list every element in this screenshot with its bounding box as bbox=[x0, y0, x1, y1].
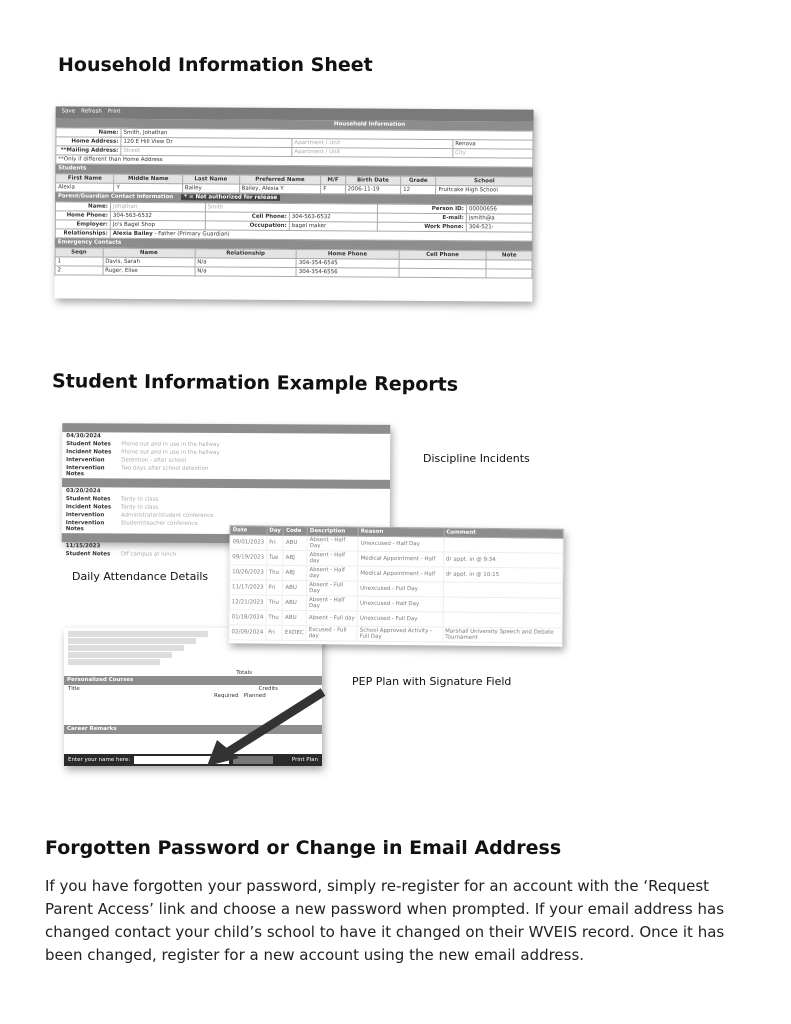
attendance-cell: 12/21/2023 bbox=[229, 595, 266, 610]
column-header: Note bbox=[486, 251, 532, 260]
incident-value: Administrator/student conference bbox=[120, 512, 214, 519]
attendance-cell: 09/19/2023 bbox=[230, 550, 267, 565]
table-row bbox=[55, 266, 532, 278]
attendance-cell: Unexcused - Full Day bbox=[358, 581, 444, 597]
incident-date: 04/30/2024 bbox=[66, 433, 101, 440]
print-button[interactable]: Print bbox=[107, 108, 121, 115]
incident-label: Student Notes bbox=[65, 496, 111, 503]
column-header: Relationship bbox=[195, 249, 297, 259]
parent-header-text: Parent/Guardian Contact Information bbox=[58, 193, 174, 201]
goal-line bbox=[68, 645, 184, 651]
label: Name: bbox=[55, 202, 110, 211]
attendance-cell: 11/17/2023 bbox=[229, 580, 266, 595]
column-header: School bbox=[436, 176, 533, 186]
attendance-cell: Medical Appointment - Half bbox=[358, 551, 444, 567]
remarks-header: Career Remarks bbox=[64, 725, 322, 734]
parent-first: Johathan bbox=[110, 202, 205, 212]
table-row bbox=[229, 625, 562, 643]
column-header: Date bbox=[230, 526, 267, 535]
emergency-table bbox=[54, 247, 532, 278]
emergency-cell: N/a bbox=[195, 258, 297, 268]
parent-table bbox=[55, 201, 533, 241]
student-cell: 2006-11-19 bbox=[345, 185, 401, 194]
column-header: Birth Date bbox=[345, 176, 401, 185]
print-plan-button[interactable]: Print Plan bbox=[291, 757, 318, 763]
attendance-cell: dr appt. in @ 9:34 bbox=[443, 552, 562, 568]
column-header: Cell Phone bbox=[399, 250, 487, 260]
attendance-cell: Unexcused - Half Day bbox=[358, 536, 444, 552]
attendance-cell bbox=[444, 537, 563, 553]
label: Occupation: bbox=[205, 221, 289, 231]
apt-field[interactable]: Apartment / Unit bbox=[292, 147, 453, 157]
emergency-cell: 304-354-6556 bbox=[296, 268, 398, 278]
name-value: Smith, Johathan bbox=[121, 128, 533, 140]
incident-date: 11/15/2023 bbox=[65, 543, 101, 550]
student-cell: 12 bbox=[401, 185, 436, 194]
attendance-cell: Absent - Half day bbox=[307, 566, 358, 582]
column-header: Home Phone bbox=[296, 250, 398, 260]
incident-date: 03/20/2024 bbox=[65, 488, 101, 495]
mailing-street[interactable]: Street bbox=[121, 146, 292, 156]
signature-label: Enter your name here: bbox=[68, 757, 131, 763]
attendance-cell: ABJ bbox=[283, 565, 307, 580]
column-header: Seqn bbox=[55, 248, 103, 257]
attendance-cell: Absent - Half Day bbox=[307, 536, 358, 552]
attendance-cell: Unexcused - Half Day bbox=[357, 596, 443, 612]
attendance-cell: Tue bbox=[266, 550, 283, 565]
goal-line bbox=[68, 659, 160, 665]
incident-value: Phone out and in use in the hallway bbox=[121, 441, 220, 448]
section-title-household: Household Information Sheet bbox=[58, 54, 373, 76]
totals-label: Totals bbox=[236, 670, 252, 676]
employer: Jo's Bagel Shop bbox=[110, 220, 205, 230]
arrow-icon bbox=[205, 688, 325, 768]
courses-header: Personalized Courses bbox=[64, 676, 322, 685]
title-col: Title bbox=[68, 686, 80, 692]
city-field[interactable]: City bbox=[453, 149, 533, 159]
attendance-cell: Fri bbox=[266, 625, 283, 640]
work-phone: 304-521- bbox=[466, 223, 532, 232]
refresh-button[interactable]: Refresh bbox=[81, 108, 102, 115]
occupation: bagel maker bbox=[289, 221, 377, 231]
column-header: Preferred Name bbox=[239, 175, 321, 185]
relationship-name: Alexia Bailey bbox=[112, 230, 153, 238]
attendance-cell: 09/01/2023 bbox=[230, 535, 267, 550]
attendance-cell: ABU bbox=[283, 535, 307, 550]
password-paragraph: If you have forgotten your password, simply re-register for an account with the ‘Request Parent Access’ link and choose a new password when prompted. If your email address has changed contact your child’s school to have it changed on their WVEIS record. Once it has been changed, register for a new account using the new email address. bbox=[45, 877, 725, 964]
incident-label: Student Notes bbox=[65, 551, 111, 558]
mailing-note: **Only if different than Home Address bbox=[56, 155, 533, 167]
incident-value: Detention - after school bbox=[121, 457, 187, 464]
emergency-cell bbox=[398, 268, 486, 278]
label: Relationships: bbox=[55, 229, 110, 238]
attendance-table bbox=[228, 525, 563, 643]
incident-label: Intervention bbox=[65, 512, 105, 519]
credits-col: Credits bbox=[258, 686, 278, 692]
goal-line bbox=[68, 652, 172, 658]
label: E-mail: bbox=[377, 213, 466, 223]
column-header: Day bbox=[267, 526, 284, 535]
cell-phone: 304-563-6532 bbox=[289, 212, 377, 222]
column-header: M/F bbox=[321, 176, 345, 185]
attendance-cell: Fri bbox=[267, 535, 284, 550]
attendance-cell: Medical Appointment - Half bbox=[358, 566, 444, 582]
pep-caption: PEP Plan with Signature Field bbox=[352, 675, 512, 688]
attendance-cell: Absent - Half day bbox=[307, 551, 358, 567]
goal-line bbox=[68, 638, 196, 644]
attendance-cell: Unexcused - Full Day bbox=[357, 611, 443, 627]
attendance-cell bbox=[443, 582, 562, 598]
column-header: Last Name bbox=[182, 175, 239, 184]
home-address[interactable]: 120 E Hill View Dr bbox=[121, 137, 292, 147]
attendance-cell: ABJ bbox=[283, 550, 307, 565]
relationship: - Father (Primary Guardian) bbox=[154, 231, 230, 238]
incident-label: Intervention Notes bbox=[65, 520, 105, 533]
attendance-cell bbox=[443, 612, 562, 628]
incident-value: Tardy to class bbox=[120, 496, 159, 503]
emergency-header: Emergency Contacts bbox=[55, 238, 533, 250]
attendance-cell: Absent - Half Day bbox=[306, 596, 357, 612]
column-header: Comment bbox=[444, 528, 563, 538]
label: Home Address: bbox=[56, 137, 121, 146]
students-header: Students bbox=[55, 164, 533, 176]
attendance-cell: Marshall University Speech and Debate Tournament bbox=[443, 627, 562, 643]
emergency-cell: 2 bbox=[55, 266, 103, 275]
label: Person ID: bbox=[377, 204, 466, 214]
student-cell: Alexia bbox=[56, 183, 114, 192]
incident-value: Tardy to class bbox=[120, 504, 159, 511]
attendance-cell: 02/09/2024 bbox=[229, 625, 266, 640]
attendance-cell: Absent - Full Day bbox=[307, 581, 358, 597]
emergency-cell: Davis, Sarah bbox=[103, 257, 195, 267]
column-header: Reason bbox=[358, 527, 444, 537]
column-header: Code bbox=[283, 526, 307, 535]
attendance-cell bbox=[443, 597, 562, 613]
student-cell: Bailey bbox=[182, 184, 239, 193]
column-header: Grade bbox=[401, 176, 436, 185]
parent-last: Smith bbox=[205, 203, 377, 213]
incident-value: Phone out and in use in the hallway bbox=[121, 449, 220, 456]
label: Employer: bbox=[55, 220, 110, 229]
apt-field[interactable]: Apartment / Unit bbox=[292, 138, 453, 148]
emergency-cell: 1 bbox=[55, 257, 103, 266]
incident-value: Two days after school detention bbox=[121, 465, 209, 472]
emergency-cell: N/a bbox=[195, 267, 297, 277]
attendance-cell: Thu bbox=[266, 610, 283, 625]
attendance-screenshot bbox=[228, 525, 563, 646]
attendance-cell: Excused - Full day bbox=[306, 626, 357, 642]
column-header: First Name bbox=[56, 174, 114, 183]
emergency-cell bbox=[486, 269, 532, 278]
column-header: Name bbox=[103, 248, 195, 258]
student-cell: Fruitcake High School bbox=[436, 185, 533, 195]
student-cell: Bailey, Alexia Y bbox=[239, 184, 321, 194]
attendance-cell: EXDEC bbox=[282, 625, 306, 640]
student-cell: Y bbox=[114, 183, 182, 192]
incident-label: Student Notes bbox=[66, 441, 111, 448]
attendance-cell: Absent - Full day bbox=[306, 611, 357, 627]
emergency-cell: Ruger, Elise bbox=[103, 266, 195, 276]
emergency-cell bbox=[486, 260, 532, 269]
incident-label: Intervention bbox=[66, 457, 105, 464]
city-field[interactable]: Renova bbox=[453, 140, 533, 150]
incident-label: Incident Notes bbox=[66, 449, 112, 456]
section-title-reports: Student Information Example Reports bbox=[51, 370, 459, 396]
attendance-cell: ABU bbox=[282, 610, 306, 625]
attendance-cell: School Approved Activity - Full Day bbox=[357, 626, 443, 642]
label: Home Phone: bbox=[55, 211, 110, 220]
incident-value: Student/teacher conference bbox=[120, 520, 198, 527]
label: Work Phone: bbox=[377, 222, 466, 232]
attendance-cell: 10/26/2023 bbox=[230, 565, 267, 580]
save-button[interactable]: Save bbox=[61, 108, 76, 115]
attendance-cell: Thu bbox=[266, 565, 283, 580]
incident-label: Incident Notes bbox=[65, 504, 112, 511]
attendance-cell: 01/18/2024 bbox=[229, 610, 266, 625]
attendance-cell: ABU bbox=[283, 595, 307, 610]
attendance-cell: ABU bbox=[283, 580, 307, 595]
not-authorized-badge: * = Not authorized for release bbox=[181, 194, 280, 201]
planned-col: Planned bbox=[243, 693, 266, 699]
attendance-cell: dr appt. in @ 10:15 bbox=[443, 567, 562, 583]
label: **Mailing Address: bbox=[56, 146, 121, 155]
email: jsmith@a bbox=[466, 214, 532, 223]
attendance-cell: Fri bbox=[266, 580, 283, 595]
household-header: Household Information bbox=[56, 118, 534, 130]
column-header: Description bbox=[307, 527, 358, 537]
section-title-password: Forgotten Password or Change in Email Address bbox=[45, 837, 562, 859]
household-info-screenshot bbox=[54, 106, 533, 301]
student-cell: F bbox=[321, 185, 345, 194]
incident-value: Off campus at lunch bbox=[120, 551, 177, 558]
attendance-caption: Daily Attendance Details bbox=[72, 570, 209, 583]
attendance-cell: Thu bbox=[266, 595, 283, 610]
column-header: Middle Name bbox=[114, 174, 182, 183]
label: Cell Phone: bbox=[205, 212, 289, 222]
emergency-cell: 304-354-6545 bbox=[296, 259, 398, 269]
home-phone: 304-563-6532 bbox=[110, 211, 205, 221]
required-col: Required bbox=[214, 693, 239, 699]
incident-label: Intervention Notes bbox=[66, 465, 105, 478]
discipline-caption: Discipline Incidents bbox=[423, 452, 530, 465]
person-id: 00000656 bbox=[466, 205, 532, 214]
address-table bbox=[55, 127, 533, 167]
label: Name: bbox=[56, 128, 121, 137]
goal-line bbox=[68, 631, 208, 637]
